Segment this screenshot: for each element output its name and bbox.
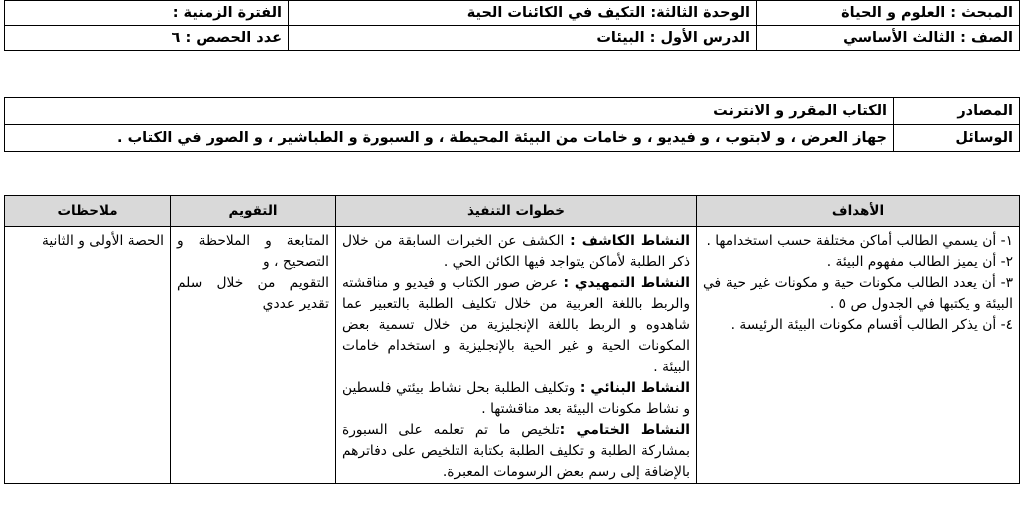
resources-table bbox=[4, 97, 1020, 152]
notes-cell: الحصة الأولى و الثانية bbox=[5, 227, 171, 484]
sources-label: المصادر bbox=[894, 98, 1020, 125]
notes-header: ملاحظات bbox=[5, 196, 171, 227]
activity-title: النشاط الكاشف : bbox=[570, 233, 691, 249]
goal-item: ٢- أن يميز الطالب مفهوم البيئة . bbox=[826, 254, 1013, 270]
steps-header: خطوات التنفيذ bbox=[336, 196, 697, 227]
evaluation-line: المتابعة و الملاحظة و التصحيح ، و bbox=[177, 233, 329, 270]
evaluation-header: التقويم bbox=[171, 196, 336, 227]
activity-discovery bbox=[342, 231, 690, 273]
goal-item: ١- أن يسمي الطالب أماكن مختلفة حسب استخدامها . bbox=[706, 233, 1013, 249]
unit-cell: الوحدة الثالثة: التكيف في الكائنات الحية bbox=[289, 1, 757, 26]
sessions-cell: عدد الحصص : ٦ bbox=[5, 26, 289, 51]
activity-text: الكشف عن الخبرات السابقة من خلال ذكر الطلبة لأماكن يتواجد فيها الكائن الحي . bbox=[342, 233, 690, 270]
goals-header: الأهداف bbox=[697, 196, 1020, 227]
grade-cell: الصف : الثالث الأساسي bbox=[757, 26, 1020, 51]
means-label: الوسائل bbox=[894, 125, 1020, 152]
activity-title: النشاط الختامي : bbox=[559, 422, 690, 438]
activity-closing bbox=[342, 420, 690, 483]
activity-text: عرض صور الكتاب و فيديو و مناقشته والربط باللغة العربية من خلال تكليف الطلبة بالتعبير عما شاهدوه و الربط باللغة الإنجليزية من خلال تسمية بعض المكونات الحية و غير الحية بالإنجليزية و استخدام خامات البيئة . bbox=[342, 275, 690, 375]
activity-text: تلخيص ما تم تعلمه على السبورة بمشاركة الطلبة و تكليف الطلبة بكتابة التلخيص على دفاترهم بالإضافة إلى رسم بعض الرسومات المعبرة. bbox=[342, 422, 690, 480]
evaluation-cell bbox=[171, 227, 336, 484]
goal-item: ٣- أن يعدد الطالب مكونات حية و مكونات غير حية في البيئة و يكتبها في الجدول ص ٥ . bbox=[703, 275, 1013, 312]
goals-cell bbox=[697, 227, 1020, 484]
lesson-header-table bbox=[4, 0, 1020, 51]
activity-title: النشاط البنائي : bbox=[579, 380, 690, 396]
goal-item: ٤- أن يذكر الطالب أقسام مكونات البيئة الرئيسة . bbox=[730, 317, 1013, 333]
activity-constructive bbox=[342, 378, 690, 420]
subject-cell: المبحث : العلوم و الحياة bbox=[757, 1, 1020, 26]
evaluation-line: التقويم من خلال سلم تقدير عددي bbox=[177, 275, 329, 312]
lesson-cell: الدرس الأول : البيئات bbox=[289, 26, 757, 51]
lesson-plan-table bbox=[4, 195, 1020, 484]
steps-cell bbox=[336, 227, 697, 484]
activity-intro bbox=[342, 273, 690, 378]
sources-value: الكتاب المقرر و الانترنت bbox=[5, 98, 894, 125]
activity-title: النشاط التمهيدي : bbox=[563, 275, 690, 291]
period-cell: الفترة الزمنية : bbox=[5, 1, 289, 26]
activity-text: وتكليف الطلبة بحل نشاط بيئتي فلسطين و نشاط مكونات البيئة بعد مناقشتها . bbox=[342, 380, 690, 417]
means-value: جهاز العرض ، و لابتوب ، و فيديو ، و خامات من البيئة المحيطة ، و السبورة و الطباشير ، و الصور في الكتاب . bbox=[5, 125, 894, 152]
